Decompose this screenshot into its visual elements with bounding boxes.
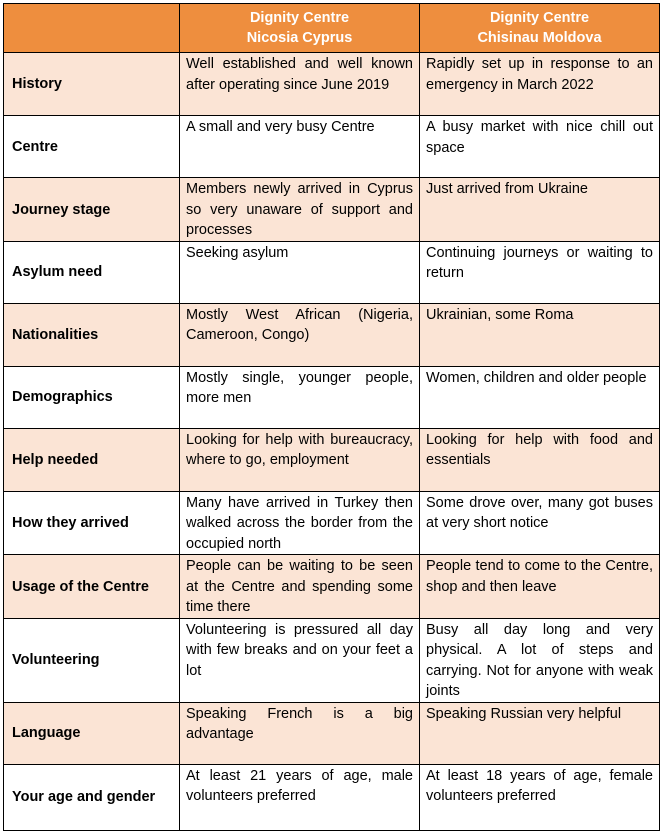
row-volunteering xyxy=(4,618,660,702)
row-label: Centre xyxy=(4,116,180,178)
row-history xyxy=(4,53,660,116)
comparison-table xyxy=(3,3,660,831)
nicosia-cell: Speaking French is a big advantage xyxy=(180,702,420,764)
row-label: How they arrived xyxy=(4,491,180,555)
row-help-needed xyxy=(4,428,660,491)
row-journey-stage xyxy=(4,178,660,242)
header-nicosia-line2: Nicosia Cyprus xyxy=(246,30,353,46)
row-label: Your age and gender xyxy=(4,764,180,830)
nicosia-cell: Well established and well known after operating since June 2019 xyxy=(180,53,420,116)
header-nicosia xyxy=(180,4,420,53)
row-demographics xyxy=(4,366,660,428)
chisinau-cell: Ukrainian, some Roma xyxy=(420,303,660,366)
chisinau-cell: At least 18 years of age, female volunteers preferred xyxy=(420,764,660,830)
nicosia-cell: Many have arrived in Turkey then walked across the border from the occupied north xyxy=(180,491,420,555)
chisinau-cell: Speaking Russian very helpful xyxy=(420,702,660,764)
chisinau-cell: Continuing journeys or waiting to return xyxy=(420,241,660,303)
row-usage-of-centre xyxy=(4,555,660,619)
header-blank-cell xyxy=(4,4,180,53)
chisinau-cell: Some drove over, many got buses at very short notice xyxy=(420,491,660,555)
nicosia-cell: Members newly arrived in Cyprus so very unaware of support and processes xyxy=(180,178,420,242)
chisinau-cell: Busy all day long and very physical. A lot of steps and carrying. Not for anyone with weak joints xyxy=(420,618,660,702)
header-chisinau xyxy=(420,4,660,53)
row-centre xyxy=(4,116,660,178)
nicosia-cell: At least 21 years of age, male volunteers preferred xyxy=(180,764,420,830)
row-label: History xyxy=(4,53,180,116)
row-label: Language xyxy=(4,702,180,764)
header-chisinau-line2: Chisinau Moldova xyxy=(477,30,602,46)
row-label: Volunteering xyxy=(4,618,180,702)
row-label: Demographics xyxy=(4,366,180,428)
nicosia-cell: People can be waiting to be seen at the Centre and spending some time there xyxy=(180,555,420,619)
chisinau-cell: Looking for help with food and essentials xyxy=(420,428,660,491)
nicosia-cell: Looking for help with bureaucracy, where to go, employment xyxy=(180,428,420,491)
row-label: Usage of the Centre xyxy=(4,555,180,619)
header-row xyxy=(4,4,660,53)
nicosia-cell: Seeking asylum xyxy=(180,241,420,303)
row-how-they-arrived xyxy=(4,491,660,555)
chisinau-cell: A busy market with nice chill out space xyxy=(420,116,660,178)
chisinau-cell: Just arrived from Ukraine xyxy=(420,178,660,242)
row-label: Journey stage xyxy=(4,178,180,242)
row-age-and-gender xyxy=(4,764,660,830)
row-language xyxy=(4,702,660,764)
row-label: Nationalities xyxy=(4,303,180,366)
nicosia-cell: Volunteering is pressured all day with few breaks and on your feet a lot xyxy=(180,618,420,702)
header-chisinau-line1: Dignity Centre xyxy=(489,9,590,26)
chisinau-cell: Rapidly set up in response to an emergency in March 2022 xyxy=(420,53,660,116)
header-nicosia-line1: Dignity Centre xyxy=(249,9,350,26)
row-asylum-need xyxy=(4,241,660,303)
nicosia-cell: Mostly West African (Nigeria, Cameroon, Congo) xyxy=(180,303,420,366)
row-label: Help needed xyxy=(4,428,180,491)
row-label: Asylum need xyxy=(4,241,180,303)
row-nationalities xyxy=(4,303,660,366)
chisinau-cell: Women, children and older people xyxy=(420,366,660,428)
nicosia-cell: Mostly single, younger people, more men xyxy=(180,366,420,428)
chisinau-cell: People tend to come to the Centre, shop and then leave xyxy=(420,555,660,619)
nicosia-cell: A small and very busy Centre xyxy=(180,116,420,178)
